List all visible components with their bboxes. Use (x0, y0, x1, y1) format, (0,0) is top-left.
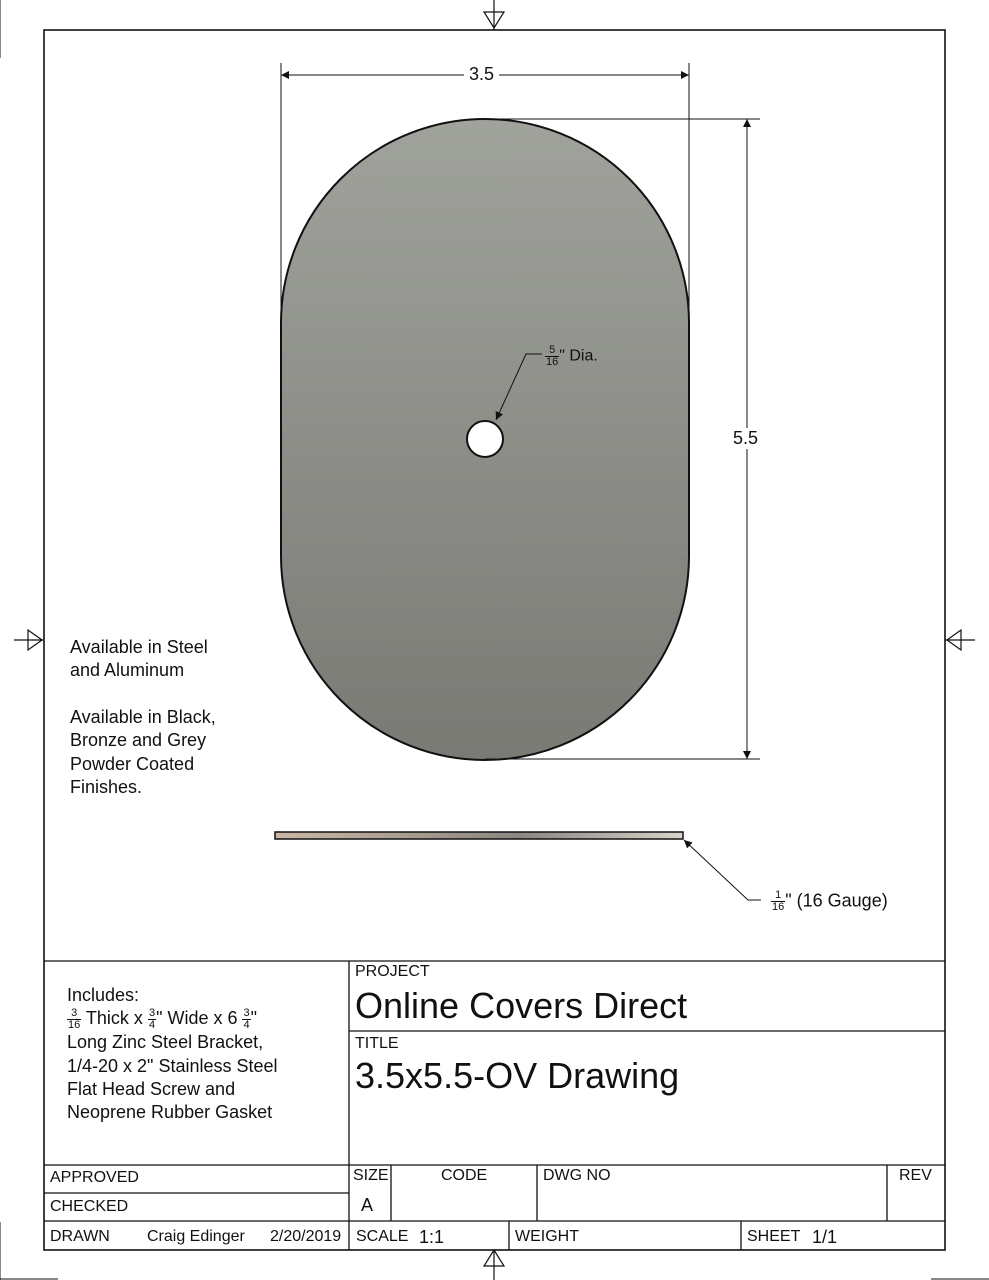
drawn-label: DRAWN (50, 1228, 110, 1245)
thickness-callout: $\frac{1}{16}$ " (16 Gauge) (772, 889, 888, 913)
size-value: A (361, 1195, 374, 1215)
includes-note: Includes: $\frac{3}{16}$ Thick x $\frac{3}{4}$ " Wide x 6 $\frac{3}{4}$ " Long Zinc Steel Bracket, 1/4-20 x 2" Stainless Steel Flat Head Screw and Neoprene Rubber Gasket (67, 985, 278, 1123)
width-label: 3.5 (464, 64, 499, 85)
includes-dimensions-line: $\frac{3}{16}$ Thick x $\frac{3}{4}$ " Wide x 6 $\frac{3}{4}$ " (68, 1007, 257, 1032)
approved-label: APPROVED (50, 1169, 139, 1186)
project-label: PROJECT (355, 963, 430, 980)
finishes-note: Available in Black, Bronze and Grey Powder Coated Finishes. (70, 707, 216, 797)
dwg-no-label: DWG NO (543, 1167, 611, 1184)
drawn-by: Craig Edinger (147, 1228, 245, 1245)
sheet-value: 1/1 (812, 1227, 838, 1247)
hole-fraction: $\frac{5}{16}$ (546, 344, 559, 368)
size-label: SIZE (353, 1167, 389, 1184)
scale-label: SCALE (356, 1228, 409, 1245)
center-hole (467, 421, 503, 457)
plate-edge-view (275, 832, 683, 839)
thickness-leader (684, 840, 761, 900)
materials-note: Available in Steel and Aluminum (70, 637, 208, 681)
scale-value: 1:1 (419, 1227, 445, 1247)
drawing-title: 3.5x5.5-OV Drawing (355, 1055, 680, 1096)
weight-label: WEIGHT (515, 1228, 579, 1245)
hole-diameter-callout: $\frac{5}{16}$ " Dia. (546, 344, 598, 368)
drawn-date: 2/20/2019 (270, 1228, 342, 1245)
title-label: TITLE (355, 1035, 399, 1052)
sheet-label: SHEET (747, 1228, 801, 1245)
code-label: CODE (441, 1167, 488, 1184)
checked-label: CHECKED (50, 1198, 129, 1215)
thickness-fraction: $\frac{1}{16}$ (772, 889, 785, 913)
rev-label: REV (899, 1167, 932, 1184)
height-label: 5.5 (728, 428, 763, 449)
project-name: Online Covers Direct (355, 985, 688, 1026)
